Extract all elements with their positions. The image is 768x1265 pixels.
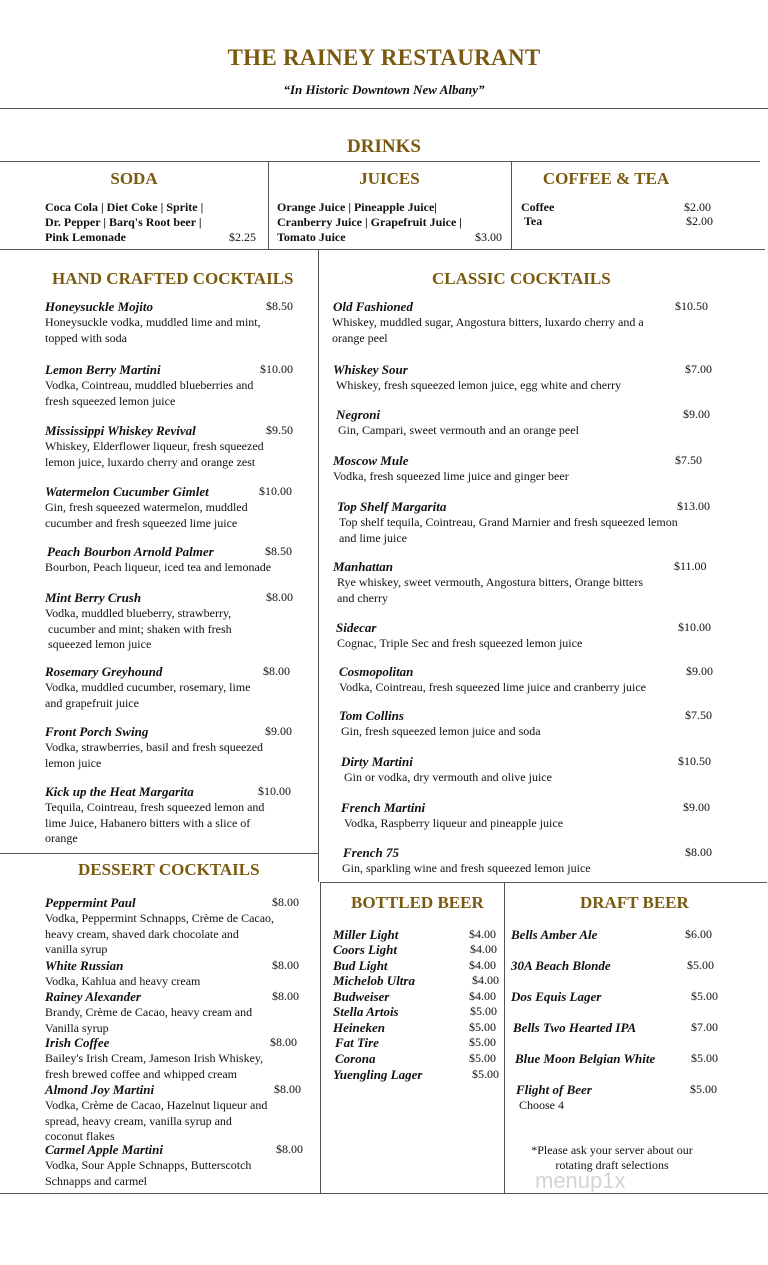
- menu-item-desc: Vodka, muddled blueberry, strawberry,: [45, 606, 232, 620]
- divider: [320, 882, 321, 1193]
- menu-item-name: French Martini: [341, 800, 426, 815]
- menu-item-desc: Schnapps and carmel: [45, 1173, 147, 1188]
- menu-item-desc: Vodka, Raspberry liqueur and pineapple juice: [344, 816, 564, 830]
- menu-item-name: Corona: [335, 1051, 376, 1066]
- menu-item-price: $8.00: [685, 845, 712, 859]
- menu-item-price: $8.00: [272, 895, 299, 909]
- menu-item-name: Bells Two Hearted IPA: [513, 1020, 637, 1035]
- menu-item-desc: coconut flakes: [45, 1129, 115, 1143]
- menu-item-desc: and lime juice: [339, 530, 407, 545]
- dessert-heading: DESSERT COCKTAILS: [78, 860, 260, 879]
- menu-item-price: $10.00: [258, 784, 291, 798]
- tagline: “In Historic Downtown New Albany”: [283, 82, 485, 97]
- menu-item-price: $5.00: [687, 958, 714, 972]
- menu-item-name: Rosemary Greyhound: [45, 664, 163, 679]
- soda-list: Coca Cola | Diet Coke | Sprite | Dr. Pepper | Barq's Root beer | Pink Lemonade: [45, 200, 204, 244]
- menu-item-price: $8.00: [274, 1082, 301, 1096]
- menu-item-price: $4.00: [470, 942, 497, 956]
- menu-item-name: Miller Light: [333, 927, 399, 942]
- menu-item-desc: Vanilla syrup: [45, 1020, 109, 1035]
- menu-item-price: $9.00: [686, 664, 713, 678]
- menu-item-name: Cosmopolitan: [339, 664, 414, 679]
- menu-item-price: $8.50: [266, 299, 293, 313]
- menu-item-price: $5.00: [691, 1051, 718, 1065]
- menu-item-name: Coffee: [521, 200, 555, 214]
- menu-item-desc: Gin, fresh squeezed watermelon, muddled: [45, 500, 248, 514]
- menu-item-desc: Tequila, Cointreau, fresh squeezed lemon and: [45, 800, 265, 814]
- divider: [318, 249, 319, 882]
- drinks-heading: DRINKS: [347, 136, 421, 157]
- menu-item-desc: heavy cream, shaved dark chocolate and: [45, 926, 239, 941]
- menu-item-name: Manhattan: [333, 559, 393, 574]
- menu-item-desc: Top shelf tequila, Cointreau, Grand Marnier and fresh squeezed lemon: [339, 515, 678, 529]
- menu-item-desc: cucumber and mint; shaken with fresh: [45, 621, 232, 636]
- menu-item-desc: fresh squeezed lemon juice: [45, 393, 176, 408]
- menu-item-name: Sidecar: [336, 620, 377, 635]
- menu-item-name: Yuengling Lager: [333, 1067, 423, 1082]
- menu-item-desc: orange: [45, 831, 78, 845]
- menu-item-name: Tea: [524, 214, 543, 228]
- menu-item-name: Coors Light: [333, 942, 397, 957]
- menu-item-name: Blue Moon Belgian White: [515, 1051, 656, 1066]
- menu-item-name: Honeysuckle Mojito: [45, 299, 153, 314]
- classic-heading: CLASSIC COCKTAILS: [432, 269, 611, 288]
- menu-item-price: $10.50: [678, 754, 711, 768]
- menu-item-name: Kick up the Heat Margarita: [45, 784, 194, 799]
- menu-item-name: Budweiser: [333, 989, 390, 1004]
- menu-item-desc: lime Juice, Habanero bitters with a slice of: [45, 815, 251, 830]
- menu-item-desc: fresh brewed coffee and whipped cream: [45, 1066, 238, 1081]
- menu-item-name: Watermelon Cucumber Gimlet: [45, 484, 209, 499]
- menu-item-name: Rainey Alexander: [45, 989, 141, 1004]
- menu-item-desc: Vodka, Crème de Cacao, Hazelnut liqueur and: [45, 1098, 268, 1112]
- menu-item-price: $4.00: [469, 989, 496, 1003]
- menu-item-price: $8.00: [266, 590, 293, 604]
- coffee-tea-heading: COFFEE & TEA: [542, 169, 670, 188]
- menu-item-price: $9.00: [683, 407, 710, 421]
- menu-item-name: White Russian: [45, 958, 124, 973]
- menu-item-price: $2.00: [686, 214, 713, 228]
- menu-item-price: $9.00: [683, 800, 710, 814]
- soda-heading: SODA: [110, 169, 158, 188]
- menu-item-desc: orange peel: [332, 330, 388, 345]
- menu-item-name: Moscow Mule: [333, 453, 409, 468]
- menu-item-desc: Cognac, Triple Sec and fresh squeezed lemon juice: [337, 636, 583, 650]
- menu-item-desc: Brandy, Crème de Cacao, heavy cream and: [45, 1005, 253, 1019]
- divider: [0, 853, 318, 854]
- menu-item-price: $5.00: [690, 1082, 717, 1096]
- divider: [320, 882, 767, 883]
- menu-item-name: Michelob Ultra: [333, 973, 415, 988]
- divider: [0, 108, 768, 109]
- menu-item-desc: Gin, Campari, sweet vermouth and an orange peel: [338, 423, 579, 437]
- menu-item-price: $5.00: [469, 1035, 496, 1049]
- menu-item-price: $9.00: [265, 724, 292, 738]
- menu-item-desc: Whiskey, fresh squeezed lemon juice, egg white and cherry: [336, 378, 622, 392]
- menu-item-note: Choose 4: [519, 1098, 564, 1112]
- juices-heading: JUICES: [359, 169, 420, 188]
- menu-item-name: Stella Artois: [333, 1004, 399, 1019]
- menu-item-desc: vanilla syrup: [45, 942, 108, 956]
- menu-item-name: Lemon Berry Martini: [45, 362, 161, 377]
- menu-item-price: $8.00: [272, 958, 299, 972]
- menu-item-desc: Vodka, strawberries, basil and fresh squeezed: [45, 740, 264, 754]
- menu-item-desc: Gin, sparkling wine and fresh squeezed lemon juice: [342, 861, 591, 875]
- menu-item-name: 30A Beach Blonde: [511, 958, 611, 973]
- menu-item-name: Fat Tire: [335, 1035, 379, 1050]
- menu-item-desc: Vodka, Cointreau, fresh squeezed lime juice and cranberry juice: [339, 680, 646, 694]
- menu-item-desc: Whiskey, Elderflower liqueur, fresh squeezed: [45, 439, 264, 453]
- menu-item-desc: Bailey's Irish Cream, Jameson Irish Whiskey,: [45, 1051, 264, 1065]
- menu-item-desc: Whiskey, muddled sugar, Angostura bitters, luxardo cherry and a: [332, 315, 644, 329]
- menu-item-price: $10.00: [259, 484, 292, 498]
- watermark: menup1x: [535, 1168, 626, 1193]
- divider: [0, 249, 765, 250]
- menu-item-name: Almond Joy Martini: [45, 1082, 155, 1097]
- menu-item-desc: lemon juice: [45, 755, 102, 770]
- menu-item-name: Flight of Beer: [516, 1082, 592, 1097]
- menu-item-price: $10.50: [675, 299, 708, 313]
- menu-item-price: $7.50: [685, 708, 712, 722]
- menu-item-price: $8.00: [270, 1035, 297, 1049]
- juices-price: $3.00: [475, 230, 502, 244]
- menu-item-desc: Vodka, Kahlua and heavy cream: [45, 974, 201, 988]
- menu-item-name: Bells Amber Ale: [511, 927, 598, 942]
- menu-item-name: Irish Coffee: [45, 1035, 110, 1050]
- menu-item-name: Tom Collins: [339, 708, 404, 723]
- menu-item-desc: Vodka, muddled cucumber, rosemary, lime: [45, 680, 251, 694]
- menu-item-name: Dirty Martini: [341, 754, 413, 769]
- menu-item-price: $5.00: [469, 1051, 496, 1065]
- menu-item-price: $8.50: [265, 544, 292, 558]
- bottled-beer-heading: BOTTLED BEER: [351, 893, 484, 912]
- menu-item-desc: Rye whiskey, sweet vermouth, Angostura bitters, Orange bitters: [337, 575, 644, 589]
- menu-item-desc: Vodka, Peppermint Schnapps, Crème de Cacao,: [45, 911, 275, 925]
- juices-list: Orange Juice | Pineapple Juice| Cranberry Juice | Grapefruit Juice | Tomato Juice: [277, 200, 462, 244]
- menu-item-price: $9.50: [266, 423, 293, 437]
- divider: [0, 161, 760, 162]
- menu-item-price: $7.00: [691, 1020, 718, 1034]
- menu-item-desc: Gin or vodka, dry vermouth and olive juice: [344, 770, 552, 784]
- menu-item-price: $2.00: [684, 200, 711, 214]
- menu-item-name: Mississippi Whiskey Revival: [45, 423, 196, 438]
- menu-item-price: $4.00: [472, 973, 499, 987]
- menu-item-name: Carmel Apple Martini: [45, 1142, 163, 1157]
- menu-item-price: $5.00: [691, 989, 718, 1003]
- menu-item-price: $10.00: [260, 362, 293, 376]
- hand-crafted-heading: HAND CRAFTED COCKTAILS: [52, 269, 294, 288]
- menu-item-name: French 75: [343, 845, 399, 860]
- soda-price: $2.25: [229, 230, 256, 244]
- menu-item-desc: Vodka, fresh squeezed lime juice and ginger beer: [333, 469, 569, 483]
- menu-item-price: $4.00: [469, 927, 496, 941]
- menu-item-desc: squeezed lemon juice: [45, 637, 152, 651]
- divider: [0, 1193, 768, 1194]
- menu-item-price: $6.00: [685, 927, 712, 941]
- menu-item-price: $8.00: [276, 1142, 303, 1156]
- draft-footnote: *Please ask your server about our rotating draft selections: [531, 1143, 693, 1172]
- menu-item-price: $7.00: [685, 362, 712, 376]
- menu-item-desc: lemon juice, luxardo cherry and orange zest: [45, 454, 256, 469]
- menu-item-price: $4.00: [469, 958, 496, 972]
- menu-item-name: Peach Bourbon Arnold Palmer: [47, 544, 214, 559]
- menu-item-name: Bud Light: [333, 958, 388, 973]
- menu-item-name: Front Porch Swing: [45, 724, 149, 739]
- restaurant-title: THE RAINEY RESTAURANT: [227, 45, 541, 70]
- menu-item-price: $8.00: [272, 989, 299, 1003]
- menu-item-name: Old Fashioned: [333, 299, 413, 314]
- menu-item-desc: and grapefruit juice: [45, 695, 139, 710]
- menu-item-price: $7.50: [675, 453, 702, 467]
- menu-item-price: $13.00: [677, 499, 710, 513]
- menu-item-price: $5.00: [469, 1020, 496, 1034]
- menu-item-desc: Vodka, Cointreau, muddled blueberries and: [45, 378, 254, 392]
- menu-item-desc: and cherry: [337, 590, 388, 605]
- menu-item-price: $11.00: [674, 559, 707, 573]
- menu-item-desc: Gin, fresh squeezed lemon juice and soda: [341, 724, 541, 738]
- menu-item-desc: topped with soda: [45, 330, 127, 345]
- menu-item-name: Whiskey Sour: [333, 362, 408, 377]
- menu-item-desc: Vodka, Sour Apple Schnapps, Butterscotch: [45, 1158, 252, 1172]
- menu-item-name: Peppermint Paul: [45, 895, 136, 910]
- menu-item-name: Top Shelf Margarita: [337, 499, 447, 514]
- menu-item-price: $5.00: [472, 1067, 499, 1081]
- menu-item-desc: cucumber and fresh squeezed lime juice: [45, 515, 238, 530]
- menu-item-desc: Honeysuckle vodka, muddled lime and mint,: [45, 315, 261, 329]
- menu-item-desc: spread, heavy cream, vanilla syrup and: [45, 1113, 232, 1128]
- menu-item-name: Mint Berry Crush: [45, 590, 142, 605]
- menu-item-desc: Bourbon, Peach liqueur, iced tea and lemonade: [45, 560, 272, 574]
- menu-item-name: Heineken: [333, 1020, 385, 1035]
- menu-item-price: $5.00: [470, 1004, 497, 1018]
- menu-item-price: $10.00: [678, 620, 711, 634]
- draft-beer-heading: DRAFT BEER: [580, 893, 689, 912]
- menu-item-price: $8.00: [263, 664, 290, 678]
- menu-item-name: Dos Equis Lager: [511, 989, 602, 1004]
- menu-item-name: Negroni: [336, 407, 381, 422]
